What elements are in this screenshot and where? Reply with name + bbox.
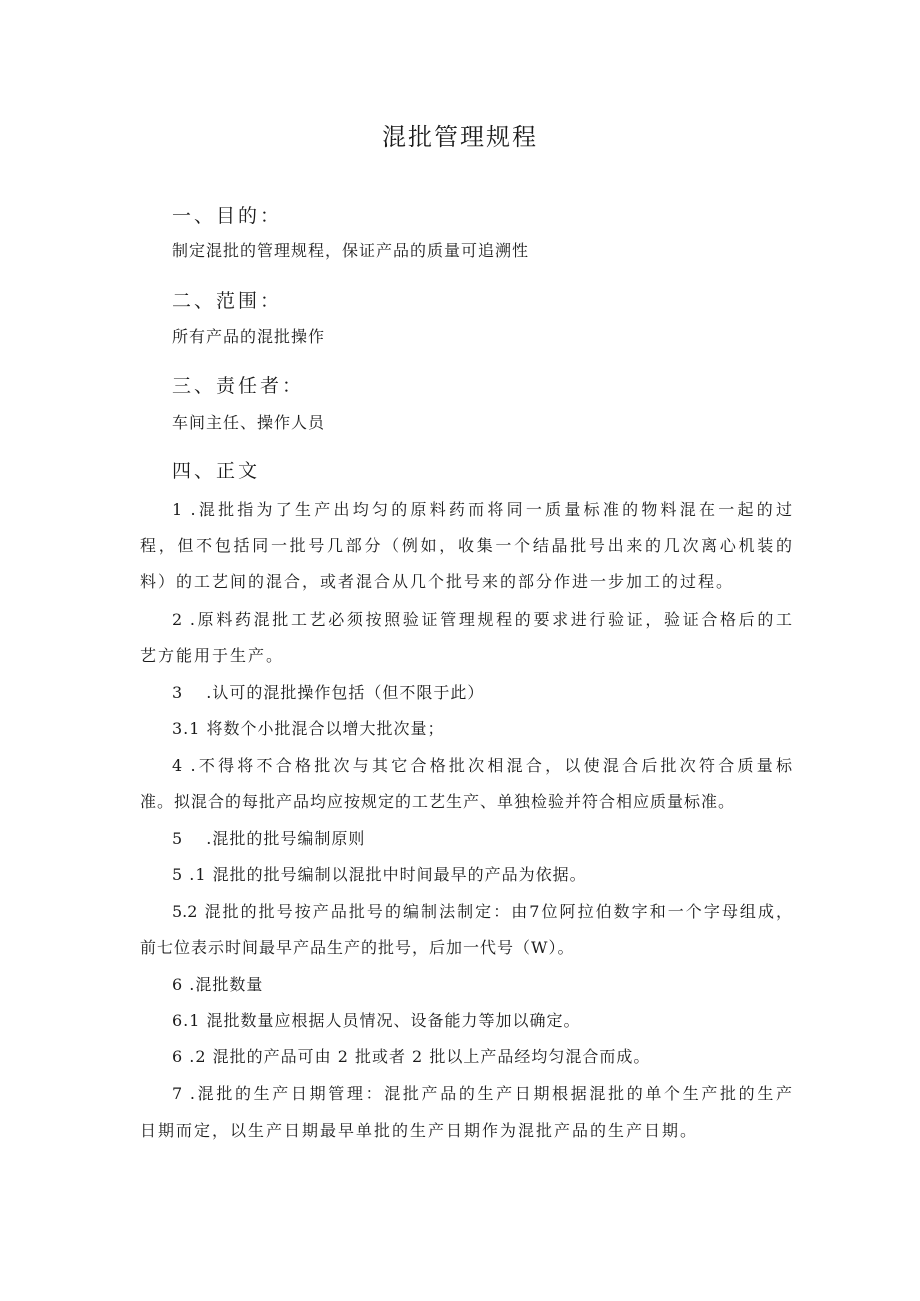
section-heading-purpose: 一、目的：	[172, 205, 283, 227]
paragraph-4-line-2: 准。拟混合的每批产品均应按规定的工艺生产、单独检验并符合相应质量标准。	[140, 792, 736, 811]
paragraph-1-line-3: 料）的工艺间的混合，或者混合从几个批号来的部分作进一步加工的过程。	[140, 572, 735, 591]
paragraph-5-2-line-2: 前七位表示时间最早产品生产的批号，后加一代号（W）。	[140, 938, 575, 957]
paragraph-5: 5 .混批的批号编制原则	[172, 829, 366, 848]
paragraph-7-line-2: 日期而定，以生产日期最早单批的生产日期作为混批产品的生产日期。	[140, 1121, 699, 1140]
section-heading-responsible: 三、责任者：	[172, 375, 305, 397]
paragraph-6: 6 .混批数量	[172, 975, 264, 994]
section-heading-scope: 二、范围：	[172, 290, 283, 312]
section-text-purpose: 制定混批的管理规程，保证产品的质量可追溯性	[172, 241, 530, 260]
paragraph-6-1: 6.1 混批数量应根据人员情况、设备能力等加以确定。	[172, 1011, 581, 1030]
paragraph-7-line-1: 7 .混批的生产日期管理：混批产品的生产日期根据混批的单个生产批的生产	[172, 1084, 792, 1103]
paragraph-6-2: 6 .2 混批的产品可由 2 批或者 2 批以上产品经均匀混合而成。	[172, 1047, 651, 1066]
section-text-scope: 所有产品的混批操作	[172, 327, 326, 346]
paragraph-2-line-1: 2 .原料药混批工艺必须按照验证管理规程的要求进行验证，验证合格后的工	[172, 610, 792, 629]
paragraph-1-line-2: 程，但不包括同一批号几部分（例如，收集一个结晶批号出来的几次离心机装的	[140, 536, 792, 555]
paragraph-5-2-line-1: 5.2 混批的批号按产品批号的编制法制定：由7位阿拉伯数字和一个字母组成，	[172, 902, 792, 921]
paragraph-5-1: 5 .1 混批的批号编制以混批中时间最早的产品为依据。	[172, 865, 587, 884]
paragraph-1-line-1: 1 .混批指为了生产出均匀的原料药而将同一质量标准的物料混在一起的过	[172, 500, 792, 519]
paragraph-3-1: 3.1 将数个小批混合以增大批次量；	[172, 719, 445, 738]
section-text-responsible: 车间主任、操作人员	[172, 413, 326, 432]
section-heading-body: 四、正文	[172, 460, 261, 482]
paragraph-3: 3 .认可的混批操作包括（但不限于此）	[172, 683, 485, 702]
document-title: 混批管理规程	[382, 123, 538, 151]
paragraph-2-line-2: 艺方能用于生产。	[140, 646, 285, 665]
paragraph-4-line-1: 4 .不得将不合格批次与其它合格批次相混合，以使混合后批次符合质量标	[172, 756, 792, 775]
